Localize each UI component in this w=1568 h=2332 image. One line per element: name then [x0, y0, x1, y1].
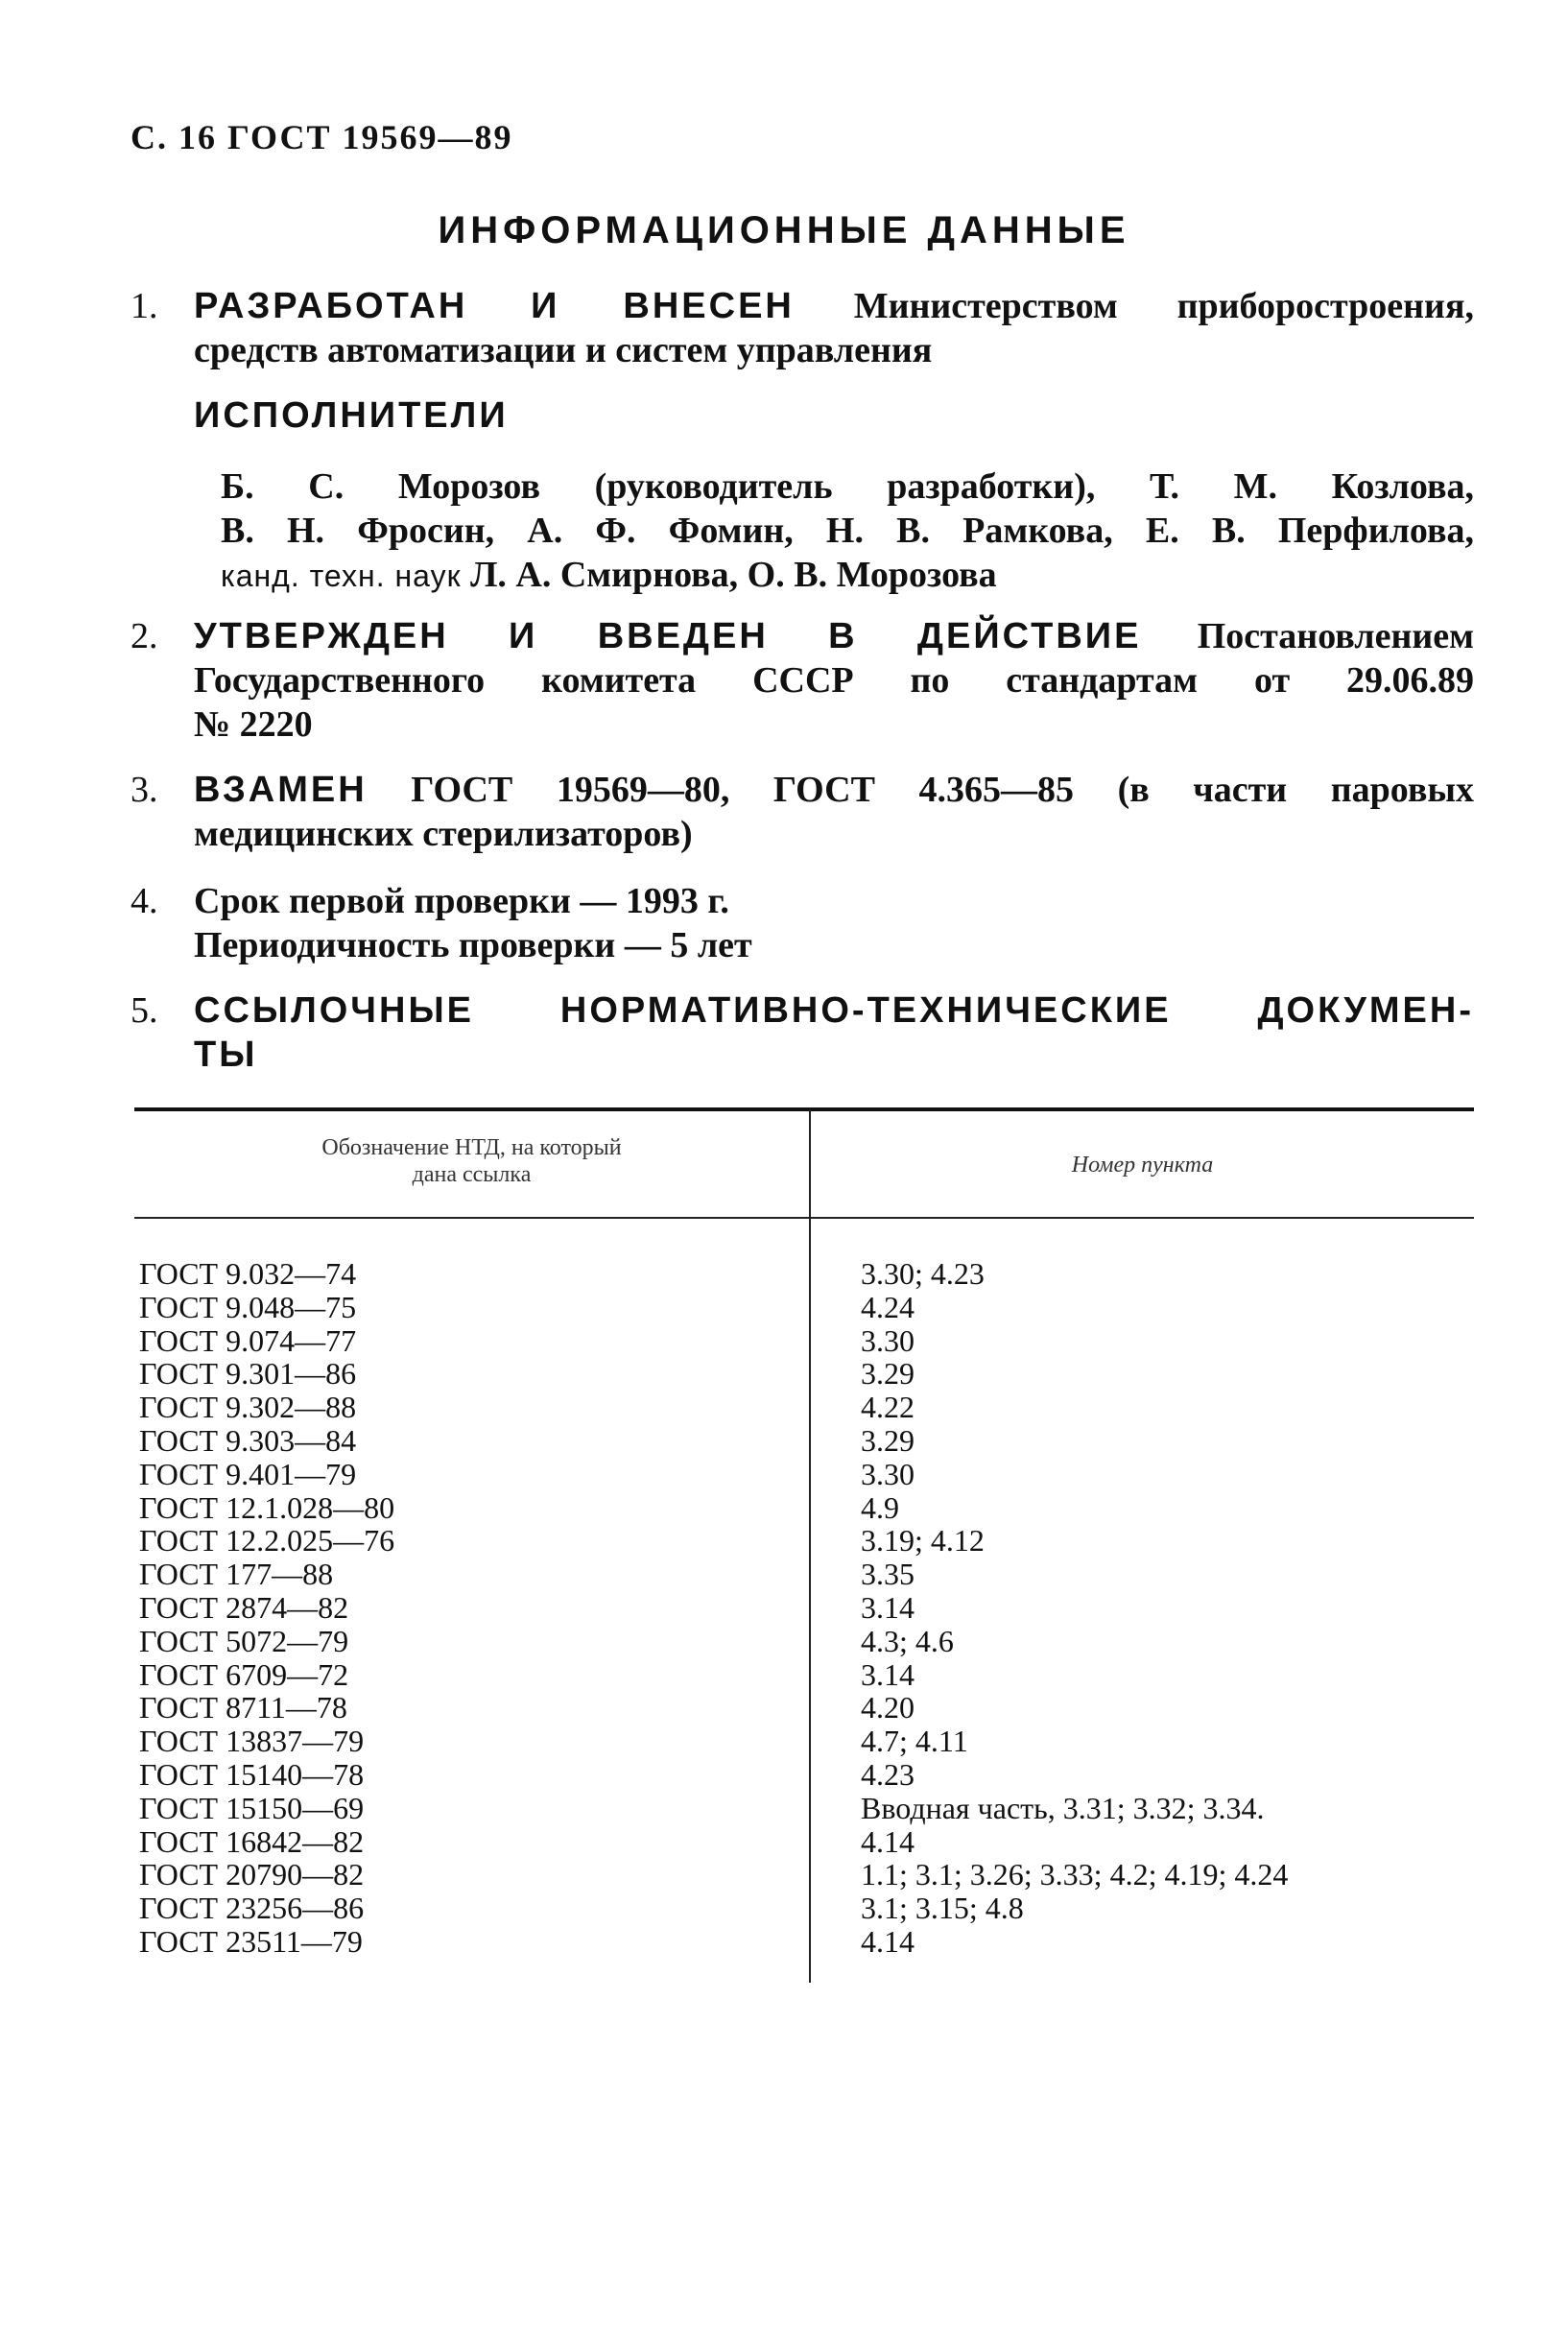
table-row: [139, 1792, 1474, 1825]
table-cell-clause: 4.23: [861, 1756, 915, 1792]
table-cell-clause: 3.30: [861, 1456, 915, 1491]
item-4-line-1: Срок первой проверки — 1993 г.: [194, 881, 729, 921]
item-2-line-2: Государственного комитета СССР по стандартам от 29.06.89: [194, 660, 1474, 701]
table-cell-clause: 4.24: [861, 1289, 915, 1324]
item-2-line-3: № 2220: [194, 704, 313, 745]
item-3-line-1: [194, 768, 1474, 812]
item-3-line-2: медицинских стерилизаторов): [194, 814, 693, 854]
table-cell-document: ГОСТ 9.301—86: [139, 1356, 357, 1392]
table-body: [139, 1257, 1474, 1959]
table-cell-document: ГОСТ 23511—79: [139, 1923, 363, 1959]
table-cell-document: ГОСТ 20790—82: [139, 1857, 365, 1892]
executors-heading: ИСПОЛНИТЕЛИ: [194, 395, 509, 436]
table-row: [139, 1524, 1474, 1558]
table-cell-clause: 4.14: [861, 1823, 915, 1859]
table-row: [139, 1892, 1474, 1925]
table-row: [139, 1257, 1474, 1291]
table-cell-document: ГОСТ 23256—86: [139, 1891, 365, 1926]
table-cell-document: ГОСТ 15150—69: [139, 1790, 365, 1825]
table-cell-clause: 4.3; 4.6: [861, 1623, 954, 1658]
table-cell-clause: 4.20: [861, 1690, 915, 1725]
table-cell-document: ГОСТ 5072—79: [139, 1623, 349, 1658]
item-1-line-1: [194, 284, 1474, 328]
table-cell-clause: Вводная часть, 3.31; 3.32; 3.34.: [861, 1790, 1265, 1825]
item-2-line-1: [194, 614, 1474, 658]
table-cell-clause: 4.7; 4.11: [861, 1724, 968, 1759]
table-row: [139, 1357, 1474, 1391]
item-2-number: 2.: [131, 616, 158, 656]
table-row: [139, 1858, 1474, 1892]
table-cell-clause: 3.14: [861, 1589, 915, 1625]
table-cell-clause: 4.14: [861, 1923, 915, 1959]
executors-line-3: [221, 553, 1474, 598]
item-1-rest: Министерством приборостроения,: [853, 286, 1475, 326]
table-row: [139, 1558, 1474, 1591]
table-cell-document: ГОСТ 9.032—74: [139, 1256, 357, 1291]
executors-line-3-rest: Л. А. Смирнова, О. В. Морозова: [470, 555, 997, 595]
executors-degree: канд. техн. наук: [221, 559, 462, 593]
table-cell-clause: 3.29: [861, 1356, 915, 1392]
table-header-document-line-2: дана ссылка: [412, 1162, 532, 1187]
table-header-document: [134, 1134, 809, 1188]
table-row: [139, 1491, 1474, 1525]
item-4-line-2: Периодичность проверки — 5 лет: [194, 925, 752, 965]
table-cell-document: ГОСТ 15140—78: [139, 1756, 365, 1792]
item-5-body: [194, 988, 1474, 1077]
item-4-number: 4.: [131, 881, 158, 921]
table-cell-document: ГОСТ 9.401—79: [139, 1456, 357, 1491]
table-cell-clause: 3.19; 4.12: [861, 1523, 985, 1559]
item-1-line-2: средств автоматизации и систем управления: [194, 330, 933, 370]
table-cell-document: ГОСТ 13837—79: [139, 1724, 365, 1759]
executors-line-1: Б. С. Морозов (руководитель разработки), Т. М. Козлова,: [221, 466, 1474, 507]
table-cell-clause: 3.30: [861, 1322, 915, 1358]
table-row: [139, 1591, 1474, 1625]
item-5-number: 5.: [131, 990, 158, 1031]
table-row: [139, 1458, 1474, 1491]
table-row: [139, 1825, 1474, 1859]
table-row: [139, 1291, 1474, 1324]
item-1-body: [194, 284, 1474, 372]
table-header-rule: [134, 1217, 1474, 1219]
item-3-number: 3.: [131, 770, 158, 810]
table-row: [139, 1391, 1474, 1424]
executors-line-2: В. Н. Фросин, А. Ф. Фомин, Н. В. Рамкова, Е. В. Перфилова,: [221, 511, 1474, 551]
table-cell-clause: 3.30; 4.23: [861, 1256, 985, 1291]
table-row: [139, 1691, 1474, 1725]
item-5-line-2: ТЫ: [194, 1035, 258, 1075]
table-row: [139, 1424, 1474, 1458]
item-3-body: [194, 768, 1474, 856]
table-cell-document: ГОСТ 2874—82: [139, 1589, 349, 1625]
executors-list: [221, 464, 1474, 598]
item-1-number: 1.: [131, 286, 158, 326]
table-cell-document: ГОСТ 9.048—75: [139, 1289, 357, 1324]
table-cell-document: ГОСТ 177—88: [139, 1557, 334, 1592]
item-4-body: [194, 879, 1474, 967]
table-cell-clause: 4.22: [861, 1390, 915, 1425]
table-cell-clause: 3.14: [861, 1656, 915, 1692]
page-header: С. 16 ГОСТ 19569—89: [131, 118, 513, 156]
table-cell-clause: 1.1; 3.1; 3.26; 3.33; 4.2; 4.19; 4.24: [861, 1857, 1289, 1892]
item-3-caps: ВЗАМЕН: [194, 770, 368, 810]
item-2-body: [194, 614, 1474, 747]
item-3-rest: ГОСТ 19569—80, ГОСТ 4.365—85 (в части паровых: [411, 770, 1475, 810]
table-cell-document: ГОСТ 12.2.025—76: [139, 1523, 395, 1559]
table-cell-document: ГОСТ 9.302—88: [139, 1390, 357, 1425]
table-header-clause: Номер пункта: [1071, 1153, 1214, 1178]
table-cell-document: ГОСТ 8711—78: [139, 1690, 347, 1725]
table-cell-document: ГОСТ 6709—72: [139, 1656, 349, 1692]
table-row: [139, 1925, 1474, 1959]
table-cell-clause: 3.29: [861, 1422, 915, 1458]
table-row: [139, 1725, 1474, 1758]
table-row: [139, 1758, 1474, 1792]
page-title: ИНФОРМАЦИОННЫЕ ДАННЫЕ: [438, 209, 1130, 251]
table-row: [139, 1658, 1474, 1692]
table-top-rule: [134, 1107, 1474, 1111]
table-header-document-line-1: Обозначение НТД, на который: [321, 1135, 622, 1160]
item-2-caps: УТВЕРЖДЕН И ВВЕДЕН В ДЕЙСТВИЕ: [194, 616, 1142, 656]
table-cell-document: ГОСТ 9.074—77: [139, 1322, 357, 1358]
table-cell-document: ГОСТ 12.1.028—80: [139, 1489, 395, 1525]
item-2-rest: Постановлением: [1197, 616, 1474, 656]
table-cell-clause: 3.1; 3.15; 4.8: [861, 1891, 1024, 1926]
table-cell-document: ГОСТ 16842—82: [139, 1823, 365, 1859]
table-cell-clause: 4.9: [861, 1489, 899, 1525]
item-5-line-1: ССЫЛОЧНЫЕ НОРМАТИВНО-ТЕХНИЧЕСКИЕ ДОКУМЕН-: [194, 990, 1474, 1031]
table-cell-clause: 3.35: [861, 1557, 915, 1592]
table-cell-document: ГОСТ 9.303—84: [139, 1422, 357, 1458]
table-row: [139, 1625, 1474, 1658]
item-1-caps: РАЗРАБОТАН И ВНЕСЕН: [194, 286, 795, 326]
table-row: [139, 1324, 1474, 1358]
